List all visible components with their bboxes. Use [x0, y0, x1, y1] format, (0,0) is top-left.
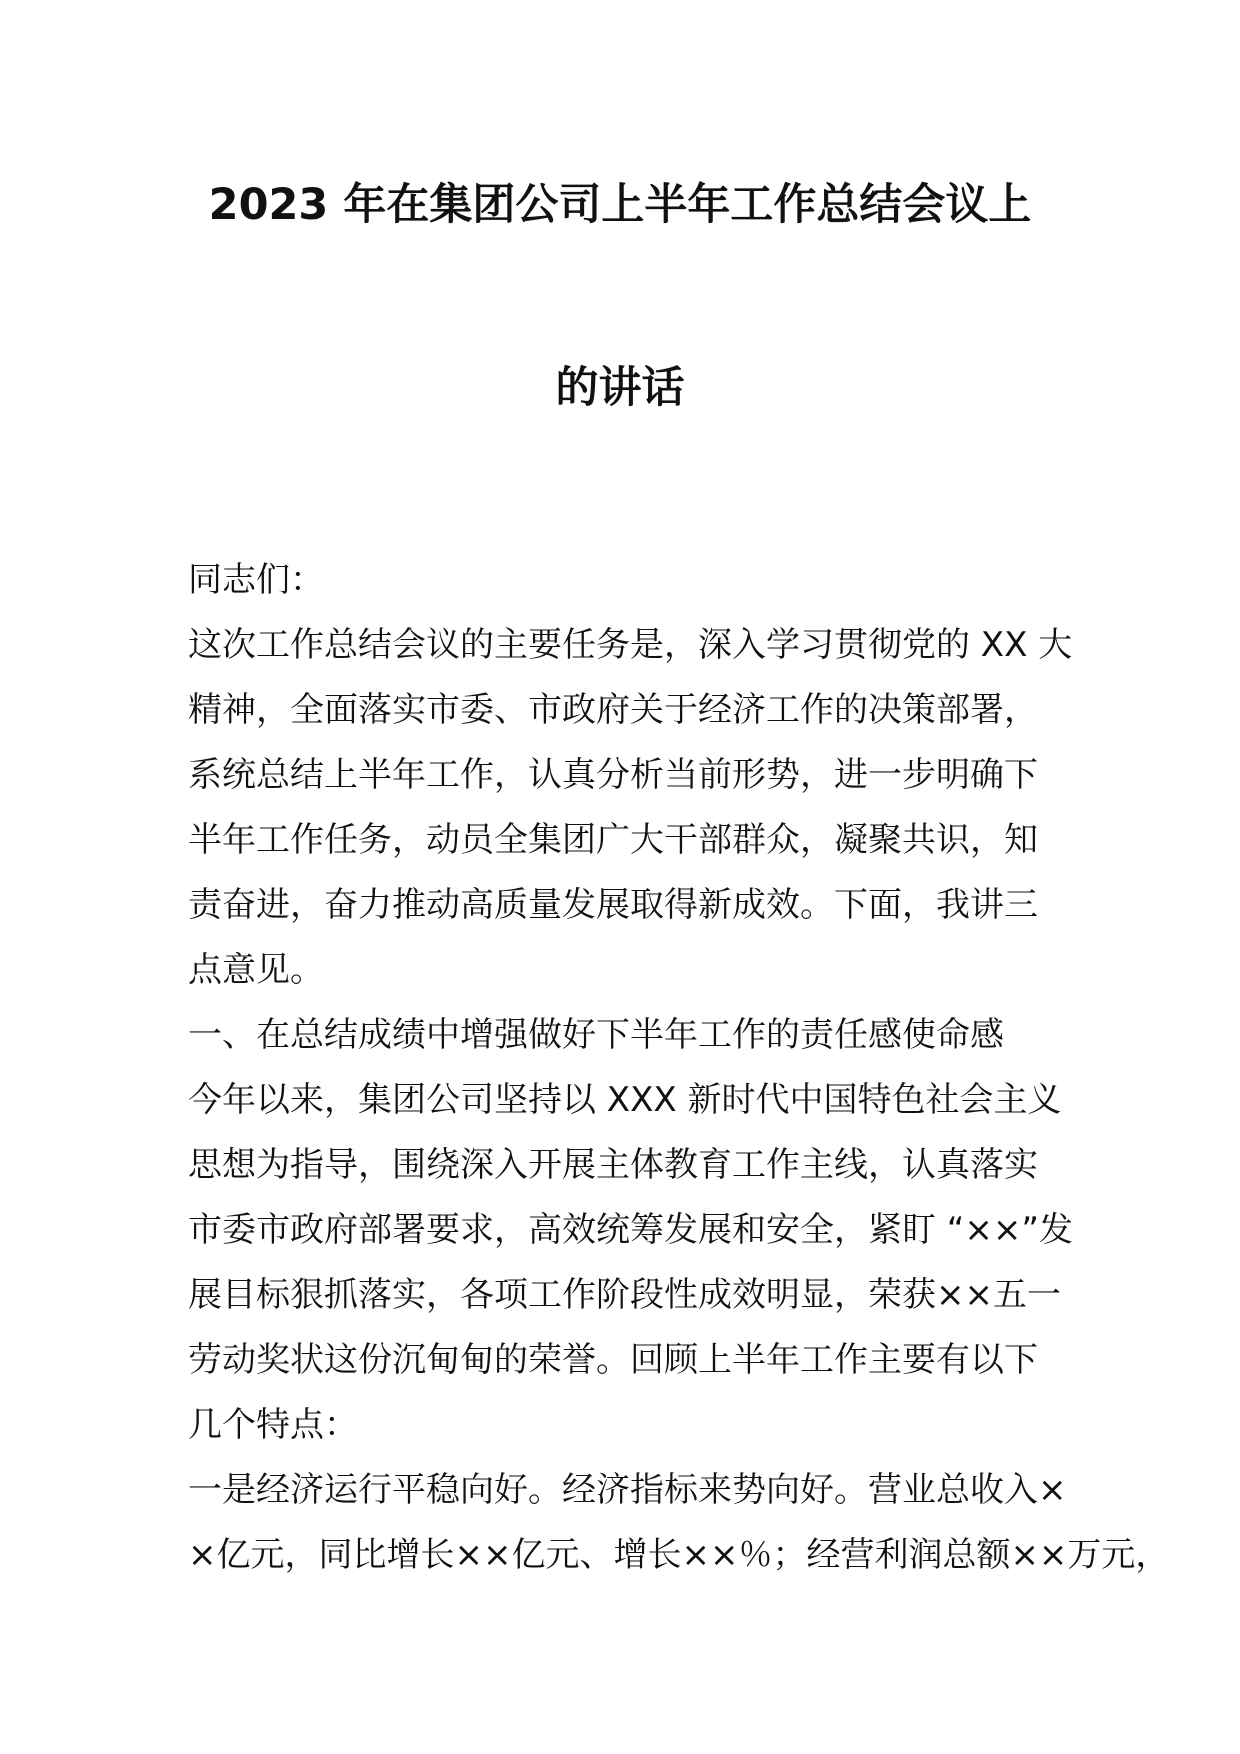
body-line: 今年以来，集团公司坚持以 XXX 新时代中国特色社会主义 [188, 1080, 1062, 1120]
body-line: 半年工作任务，动员全集团广大干部群众，凝聚共识，知 [188, 820, 1038, 860]
body-line: 系统总结上半年工作，认真分析当前形势，进一步明确下 [188, 755, 1038, 795]
document-title-line-2: 的讲话 [555, 363, 685, 413]
body-line: 思想为指导，围绕深入开展主体教育工作主线，认真落实 [188, 1145, 1038, 1185]
body-line: 责奋进，奋力推动高质量发展取得新成效。下面，我讲三 [188, 885, 1038, 925]
body-line: 同志们： [188, 560, 324, 600]
body-line: 精神，全面落实市委、市政府关于经济工作的决策部署， [188, 690, 1038, 730]
body-line: 这次工作总结会议的主要任务是，深入学习贯彻党的 XX 大 [188, 625, 1073, 665]
document-body [188, 548, 1170, 1588]
body-line: 一是经济运行平稳向好。经济指标来势向好。营业总收入× [188, 1470, 1067, 1510]
body-line: 市委市政府部署要求，高效统筹发展和安全，紧盯 “××”发 [188, 1210, 1074, 1250]
body-line: 展目标狠抓落实，各项工作阶段性成效明显，荣获××五一 [188, 1275, 1061, 1315]
body-line: 劳动奖状这份沉甸甸的荣誉。回顾上半年工作主要有以下 [188, 1340, 1038, 1380]
body-line: 点意见。 [188, 950, 324, 990]
section-heading-1: 一、在总结成绩中增强做好下半年工作的责任感使命感 [188, 1015, 1004, 1055]
body-line: ×亿元，同比增长××亿元、增长××％；经营利润总额××万元， [188, 1535, 1170, 1575]
body-line: 几个特点： [188, 1405, 358, 1445]
document-title-line-1: 2023 年在集团公司上半年工作总结会议上 [208, 180, 1032, 230]
